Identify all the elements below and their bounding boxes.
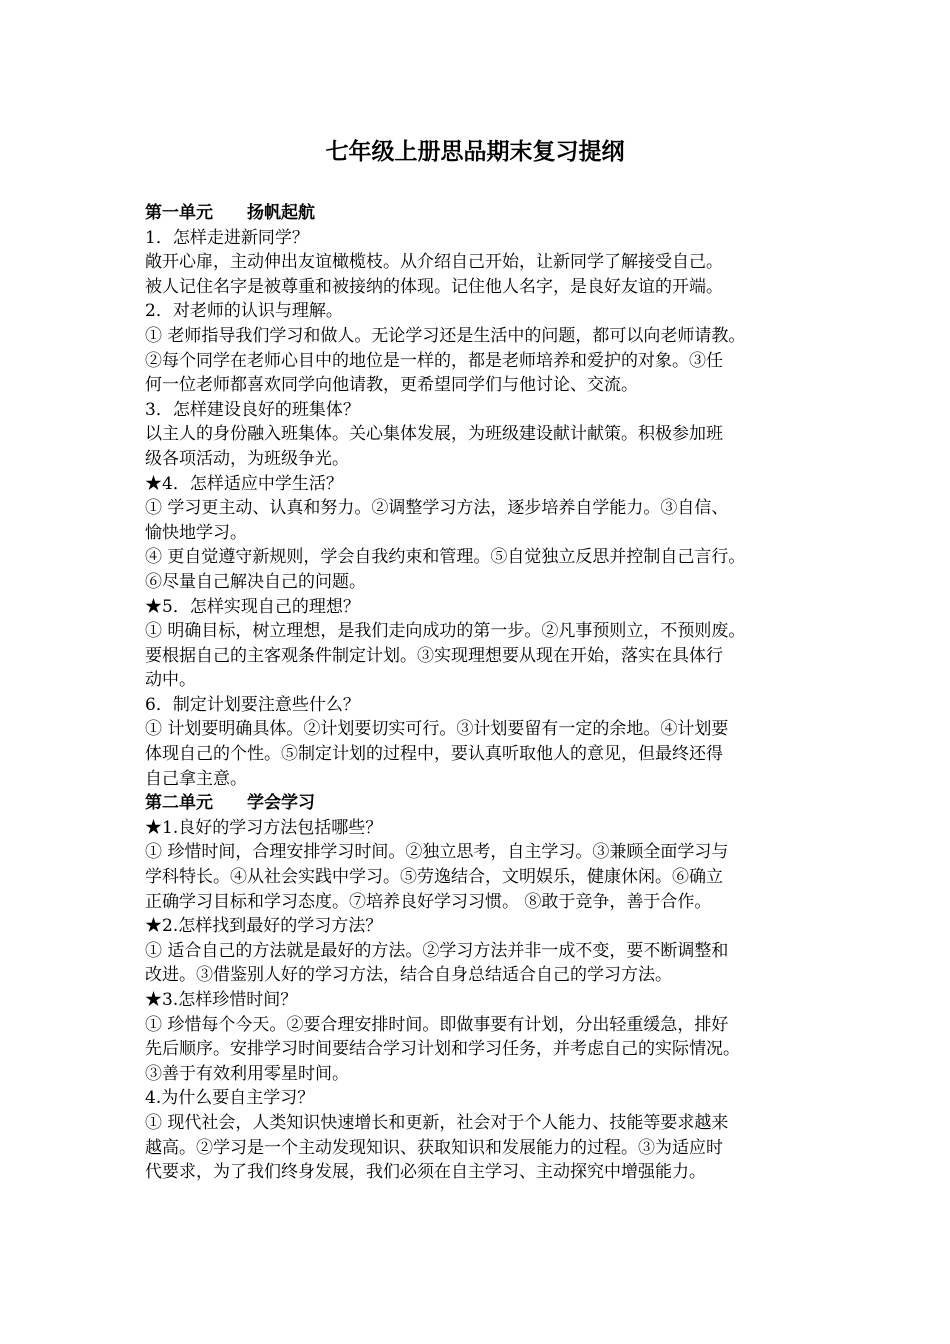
paragraph-line: ④ 更自觉遵守新规则，学会自我约束和管理。⑤自觉独立反思并控制自己言行。 bbox=[145, 547, 746, 568]
paragraph-line: 先后顺序。安排学习时间要结合学习计划和学习任务，并考虑自己的实际情况。 bbox=[145, 1039, 740, 1060]
paragraph-line: 级各项活动，为班级争光。 bbox=[145, 448, 349, 469]
paragraph-line: 要根据自己的主客观条件制定计划。③实现理想要从现在开始，落实在具体行 bbox=[145, 645, 723, 666]
paragraph-line: ① 学习更主动、认真和努力。②调整学习方法，逐步培养自学能力。③自信、 bbox=[145, 498, 729, 519]
question-heading: 4.为什么要自主学习？ bbox=[145, 1088, 315, 1109]
paragraph-line: ① 老师指导我们学习和做人。无论学习还是生活中的问题，都可以向老师请教。 bbox=[145, 325, 746, 346]
question-heading: ★4．怎样适应中学生活？ bbox=[145, 473, 343, 494]
paragraph-line: ① 计划要明确具体。②计划要切实可行。③计划要留有一定的余地。④计划要 bbox=[145, 719, 729, 740]
paragraph-line: 越高。②学习是一个主动发现知识、获取知识和发展能力的过程。③为适应时 bbox=[145, 1137, 723, 1158]
paragraph-line: ① 珍惜时间，合理安排学习时间。②独立思考，自主学习。③兼顾全面学习与 bbox=[145, 842, 729, 863]
paragraph-line: ⑥尽量自己解决自己的问题。 bbox=[145, 571, 366, 592]
paragraph-line: 正确学习目标和学习态度。⑦培养良好学习习惯。 ⑧敢于竞争，善于合作。 bbox=[145, 891, 712, 912]
question-heading: ★5．怎样实现自己的理想？ bbox=[145, 596, 360, 617]
paragraph-line: 敞开心扉，主动伸出友谊橄榄枝。从介绍自己开始，让新同学了解接受自己。 bbox=[145, 252, 723, 273]
question-heading: 6．制定计划要注意些什么？ bbox=[145, 694, 360, 715]
question-heading: 1．怎样走进新同学？ bbox=[145, 227, 309, 248]
paragraph-line: ① 珍惜每个今天。②要合理安排时间。即做事要有计划，分出轻重缓急，排好 bbox=[145, 1014, 729, 1035]
paragraph-line: 何一位老师都喜欢同学向他请教，更希望同学们与他讨论、交流。 bbox=[145, 375, 638, 396]
paragraph-line: 代要求，为了我们终身发展，我们必须在自主学习、主动探究中增强能力。 bbox=[145, 1162, 706, 1183]
document-title: 七年级上册思品期末复习提纲 bbox=[325, 138, 625, 165]
question-heading: 3．怎样建设良好的班集体？ bbox=[145, 399, 360, 420]
paragraph-line: 动中。 bbox=[145, 670, 196, 691]
question-heading: ★1.良好的学习方法包括哪些？ bbox=[145, 817, 383, 838]
question-heading: 2．对老师的认识与理解。 bbox=[145, 301, 343, 322]
paragraph-line: 被人记住名字是被尊重和被接纳的体现。记住他人名字，是良好友谊的开端。 bbox=[145, 276, 723, 297]
paragraph-line: ②每个同学在老师心目中的地位是一样的，都是老师培养和爱护的对象。③任 bbox=[145, 350, 723, 371]
document-body bbox=[145, 201, 815, 1185]
paragraph-line: ① 明确目标，树立理想，是我们走向成功的第一步。②凡事预则立，不预则废。 bbox=[145, 621, 746, 642]
paragraph-line: 学科特长。④从社会实践中学习。⑤劳逸结合，文明娱乐，健康休闲。⑥确立 bbox=[145, 867, 723, 888]
unit-heading: 第二单元 学会学习 bbox=[145, 793, 315, 814]
paragraph-line: ① 现代社会，人类知识快速增长和更新，社会对于个人能力、技能等要求越来 bbox=[145, 1112, 729, 1133]
paragraph-line: 体现自己的个性。⑤制定计划的过程中，要认真听取他人的意见，但最终还得 bbox=[145, 744, 723, 765]
paragraph-line: ③善于有效利用零星时间。 bbox=[145, 1063, 349, 1084]
paragraph-line: 以主人的身份融入班集体。关心集体发展，为班级建设献计献策。积极参加班 bbox=[145, 424, 723, 445]
paragraph-line: ① 适合自己的方法就是最好的方法。②学习方法并非一成不变，要不断调整和 bbox=[145, 940, 729, 961]
paragraph-line: 愉快地学习。 bbox=[145, 522, 247, 543]
paragraph-line: 改进。③借鉴别人好的学习方法，结合自身总结适合自己的学习方法。 bbox=[145, 965, 672, 986]
unit-heading: 第一单元 扬帆起航 bbox=[145, 203, 315, 223]
question-heading: ★3.怎样珍惜时间？ bbox=[145, 990, 298, 1010]
question-heading: ★2.怎样找到最好的学习方法？ bbox=[145, 916, 383, 937]
paragraph-line: 自己拿主意。 bbox=[145, 768, 247, 789]
